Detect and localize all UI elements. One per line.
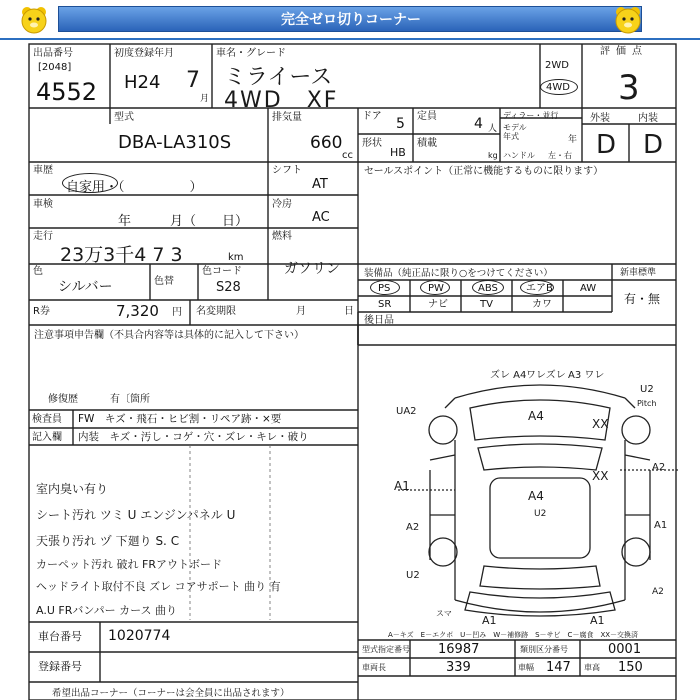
model-code: DBA-LA310S: [118, 132, 232, 153]
length-value: 339: [446, 660, 471, 675]
capacity-value: 4: [474, 116, 483, 132]
chassis-no-label: 車台番号: [38, 630, 82, 643]
mark-u2-right: U2: [640, 384, 654, 395]
int-label: 内装: [638, 113, 658, 124]
model-label: 型式: [114, 112, 134, 123]
width-label: 車幅: [518, 663, 534, 672]
equip-airbag: エアB: [526, 283, 553, 294]
car-name-label: 車名・グレード: [216, 48, 286, 59]
shape-label: 形状: [362, 138, 382, 149]
legend: A－キズ E－エクボ U－凹み W－補修跡 S－サビ C－腐食 XX－交換済: [388, 631, 639, 639]
history-label: 車歴: [33, 165, 53, 176]
vehicle-length-label: 車両長: [362, 663, 386, 672]
mark-xx-right: XX: [592, 417, 609, 431]
note-line: A.U FRバンパー カース 曲り: [36, 604, 178, 617]
first-reg-label: 初度登録年月: [114, 48, 174, 59]
capacity-label: 定員: [417, 111, 437, 122]
equip-sr: SR: [378, 299, 392, 310]
category-value: 0001: [608, 642, 642, 657]
mark-u2-rear-left: U2: [406, 570, 420, 581]
note-line: 天張り汚れ ヅ 下廻り S. C: [36, 534, 180, 548]
lot-no-label: 出品番号: [33, 48, 73, 59]
equipment-label: 装備品（純正品に限り○をつけてください）: [364, 268, 553, 279]
aircon-label: 冷房: [272, 199, 292, 210]
int-grade: D: [643, 130, 664, 160]
sales-point-label: セールスポイント（正常に機能するものに限ります）: [364, 166, 604, 177]
year-unit: 年: [568, 135, 578, 145]
mark-a2-left-rear: A2: [406, 522, 420, 533]
note-line: シート汚れ ツミ U エンジンパネル U: [36, 508, 236, 522]
interior-marks: 内装 キズ・汚し・コゲ・穴・ズレ・キレ・破り: [78, 431, 309, 443]
color-code-value: S28: [216, 280, 241, 295]
lot-number-sub: [2048]: [38, 62, 72, 73]
dealer-label: ディラー・並行: [503, 111, 559, 120]
model-year-label: モデル年式: [503, 123, 527, 141]
equip-navi: ナビ: [428, 299, 448, 310]
cc-unit: cc: [342, 150, 353, 161]
note-line: ヘッドライト取付不良 ズレ コアサポート 曲り 有: [36, 580, 281, 593]
mark-pitch: Pitch: [637, 399, 657, 408]
new-standard-label: 新車標準: [620, 268, 657, 278]
deadline-month-unit: 月: [296, 306, 306, 317]
ext-label: 外装: [590, 113, 610, 124]
load-label: 積載: [417, 138, 437, 149]
inspection-label: 車検: [33, 199, 53, 210]
ext-grade: D: [596, 130, 617, 160]
era-year: H24: [124, 72, 161, 93]
category-label: 類別区分番号: [520, 645, 568, 654]
rating-value: 3: [618, 68, 640, 108]
equip-ps: PS: [378, 283, 391, 294]
repair-val: 有〔箇所: [110, 394, 150, 405]
shape-value: HB: [390, 146, 406, 159]
color-change-label: 色替: [154, 276, 174, 287]
mark-a1-left: A1: [394, 479, 410, 493]
model-spec-label: 型式指定番号: [362, 645, 410, 654]
mark-sma: スマ: [436, 609, 452, 618]
mark-top3: A3 ワレ: [568, 370, 605, 381]
recycle-label: R券: [33, 306, 50, 317]
width-value: 147: [546, 660, 571, 675]
km-unit: km: [228, 252, 244, 263]
handle-opts: 左・右: [548, 151, 572, 160]
color-label: 色: [33, 266, 43, 277]
mark-a2-rear-right: A2: [652, 587, 664, 597]
mark-a1-right: A1: [654, 520, 668, 531]
equip-tv: TV: [480, 299, 493, 310]
handle-label: ハンドル: [503, 151, 535, 160]
equip-pw: PW: [428, 283, 444, 294]
yen-unit: 円: [172, 307, 182, 318]
entry-col-label: 記入欄: [32, 432, 62, 443]
mark-top2: ワレズレ: [526, 370, 566, 381]
chassis-no-value: 1020774: [108, 628, 171, 644]
mark-a4-roof: A4: [528, 489, 544, 503]
mark-a4-hood: A4: [528, 409, 544, 423]
note-line: 室内臭い有り: [36, 482, 109, 496]
height-value: 150: [618, 660, 643, 675]
shift-value: AT: [312, 177, 328, 192]
reg-month-unit: 月: [200, 94, 210, 104]
model-spec-value: 16987: [438, 642, 480, 657]
note-line: カーペット汚れ 破れ FRアウトボード: [36, 558, 222, 571]
drive-4wd: 4WD: [546, 82, 570, 93]
mileage-value: 23万3千4 7 3: [60, 244, 183, 266]
drive-2wd: 2WD: [545, 60, 569, 71]
name-change-label: 名変期限: [196, 306, 236, 317]
deadline-day-unit: 日: [344, 306, 354, 317]
seats-unit: 人: [488, 124, 498, 134]
equip-aw: AW: [580, 283, 597, 294]
height-label: 車高: [584, 663, 600, 672]
displacement-value: 660: [310, 133, 343, 153]
recycle-value: 7,320: [116, 302, 159, 320]
car-name: ミライース: [224, 65, 333, 90]
mark-a2-right: A2: [652, 462, 666, 473]
fuel-value: ガソリン: [284, 261, 340, 277]
color-value: シルバー: [58, 279, 113, 295]
mark-a1-bottom-left: A1: [482, 614, 497, 627]
banner-title: 完全ゼロ切りコーナー: [281, 12, 421, 28]
new-standard-value: 有・無: [624, 292, 661, 306]
notes-label: 注意事項申告欄（不具合内容等は具体的に記入して下さい）: [34, 330, 304, 341]
kg-unit: kg: [488, 151, 498, 160]
aircon-value: AC: [312, 210, 330, 225]
reg-no-label: 登録番号: [38, 660, 82, 673]
reg-month: 7: [186, 68, 200, 93]
repair-hist-label: 修復歴: [48, 394, 78, 405]
mark-a1-bottom-right: A1: [590, 614, 605, 627]
history-value: 自家用・（ ）: [66, 180, 203, 195]
inspection-value: 年 月（ 日）: [118, 214, 249, 229]
mark-ua2-left: UA2: [396, 406, 417, 417]
inspector-label: 検査員: [32, 414, 62, 425]
lot-number: 4552: [36, 78, 98, 106]
doors-value: 5: [396, 116, 405, 132]
mark-top1: ズレ A4: [490, 370, 527, 381]
mark-xx-door: XX: [592, 469, 609, 483]
car-grade: 4WD XF: [224, 88, 339, 113]
shift-label: シフト: [272, 165, 302, 176]
color-code-label: 色コード: [202, 266, 242, 277]
equip-leather: カワ: [532, 299, 552, 310]
mark-u2-roof: U2: [534, 509, 547, 519]
exterior-marks: FW キズ・飛石・ヒビ割・リペア跡・×要: [78, 413, 282, 425]
after-install-label: 後日品: [364, 315, 394, 326]
doors-label: ドア: [362, 111, 382, 122]
fuel-label: 燃料: [272, 231, 292, 242]
desired-corner-label: 希望出品コーナー（コーナーは会全員に出品されます）: [52, 688, 290, 699]
displacement-label: 排気量: [272, 112, 302, 123]
rating-label: 評価点: [600, 46, 648, 57]
equip-abs: ABS: [478, 283, 498, 294]
mileage-label: 走行: [33, 231, 53, 242]
